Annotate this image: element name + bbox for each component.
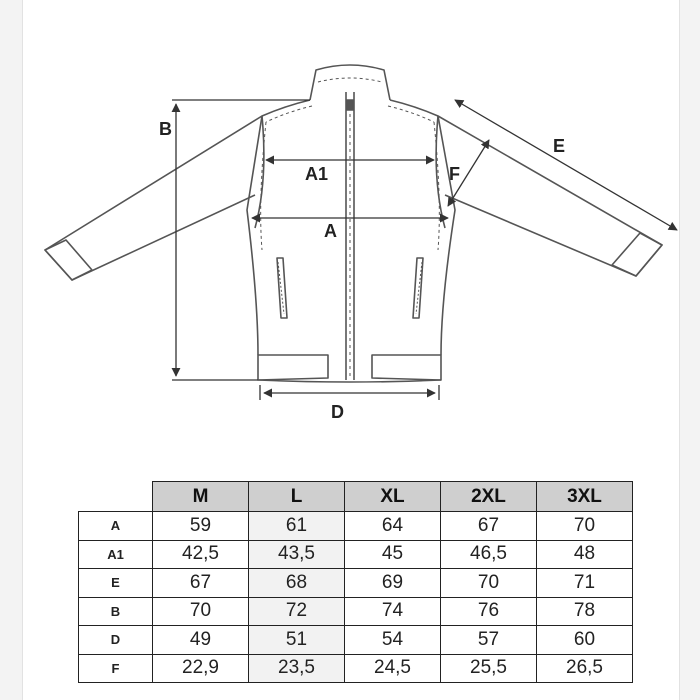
measure-d [260,385,439,400]
jacket-outline [45,65,662,382]
table-cell: 24,5 [345,654,441,683]
table-cell: 23,5 [249,654,345,683]
table-row [79,597,633,626]
table-row [79,626,633,655]
table-cell: 26,5 [537,654,633,683]
table-cell: 54 [345,626,441,655]
table-cell: 59 [153,512,249,541]
table-cell: 22,9 [153,654,249,683]
label-b: B [159,119,172,139]
table-cell: 61 [249,512,345,541]
row-label: F [79,654,153,683]
size-header-m: M [153,482,249,512]
table-cell: 69 [345,569,441,598]
table-cell: 67 [441,512,537,541]
table-cell: 64 [345,512,441,541]
table-cell: 72 [249,597,345,626]
table-row [79,540,633,569]
table-cell: 60 [537,626,633,655]
size-header-l: L [249,482,345,512]
table-row [79,569,633,598]
table-cell: 74 [345,597,441,626]
table-row [79,512,633,541]
size-header-2xl: 2XL [441,482,537,512]
label-f: F [449,164,460,184]
table-cell: 43,5 [249,540,345,569]
table-row [79,654,633,683]
size-header-row [79,482,633,512]
table-cell: 49 [153,626,249,655]
table-cell: 68 [249,569,345,598]
row-label: B [79,597,153,626]
table-cell: 71 [537,569,633,598]
table-cell: 70 [441,569,537,598]
table-cell: 48 [537,540,633,569]
table-cell: 46,5 [441,540,537,569]
table-cell: 78 [537,597,633,626]
label-a: A [324,221,337,241]
row-label: D [79,626,153,655]
table-cell: 51 [249,626,345,655]
table-cell: 70 [153,597,249,626]
table-cell: 57 [441,626,537,655]
table-cell: 45 [345,540,441,569]
label-e: E [553,136,566,156]
table-corner [79,482,153,512]
size-header-3xl: 3XL [537,482,633,512]
label-a1: A1 [305,164,329,184]
table-cell: 67 [153,569,249,598]
table-cell: 25,5 [441,654,537,683]
size-table [78,481,633,683]
label-d: D [331,402,344,422]
row-label: A1 [79,540,153,569]
measure-b [172,100,310,380]
measure-e [455,100,677,230]
row-label: E [79,569,153,598]
size-header-xl: XL [345,482,441,512]
row-label: A [79,512,153,541]
table-cell: 42,5 [153,540,249,569]
table-cell: 70 [537,512,633,541]
table-cell: 76 [441,597,537,626]
